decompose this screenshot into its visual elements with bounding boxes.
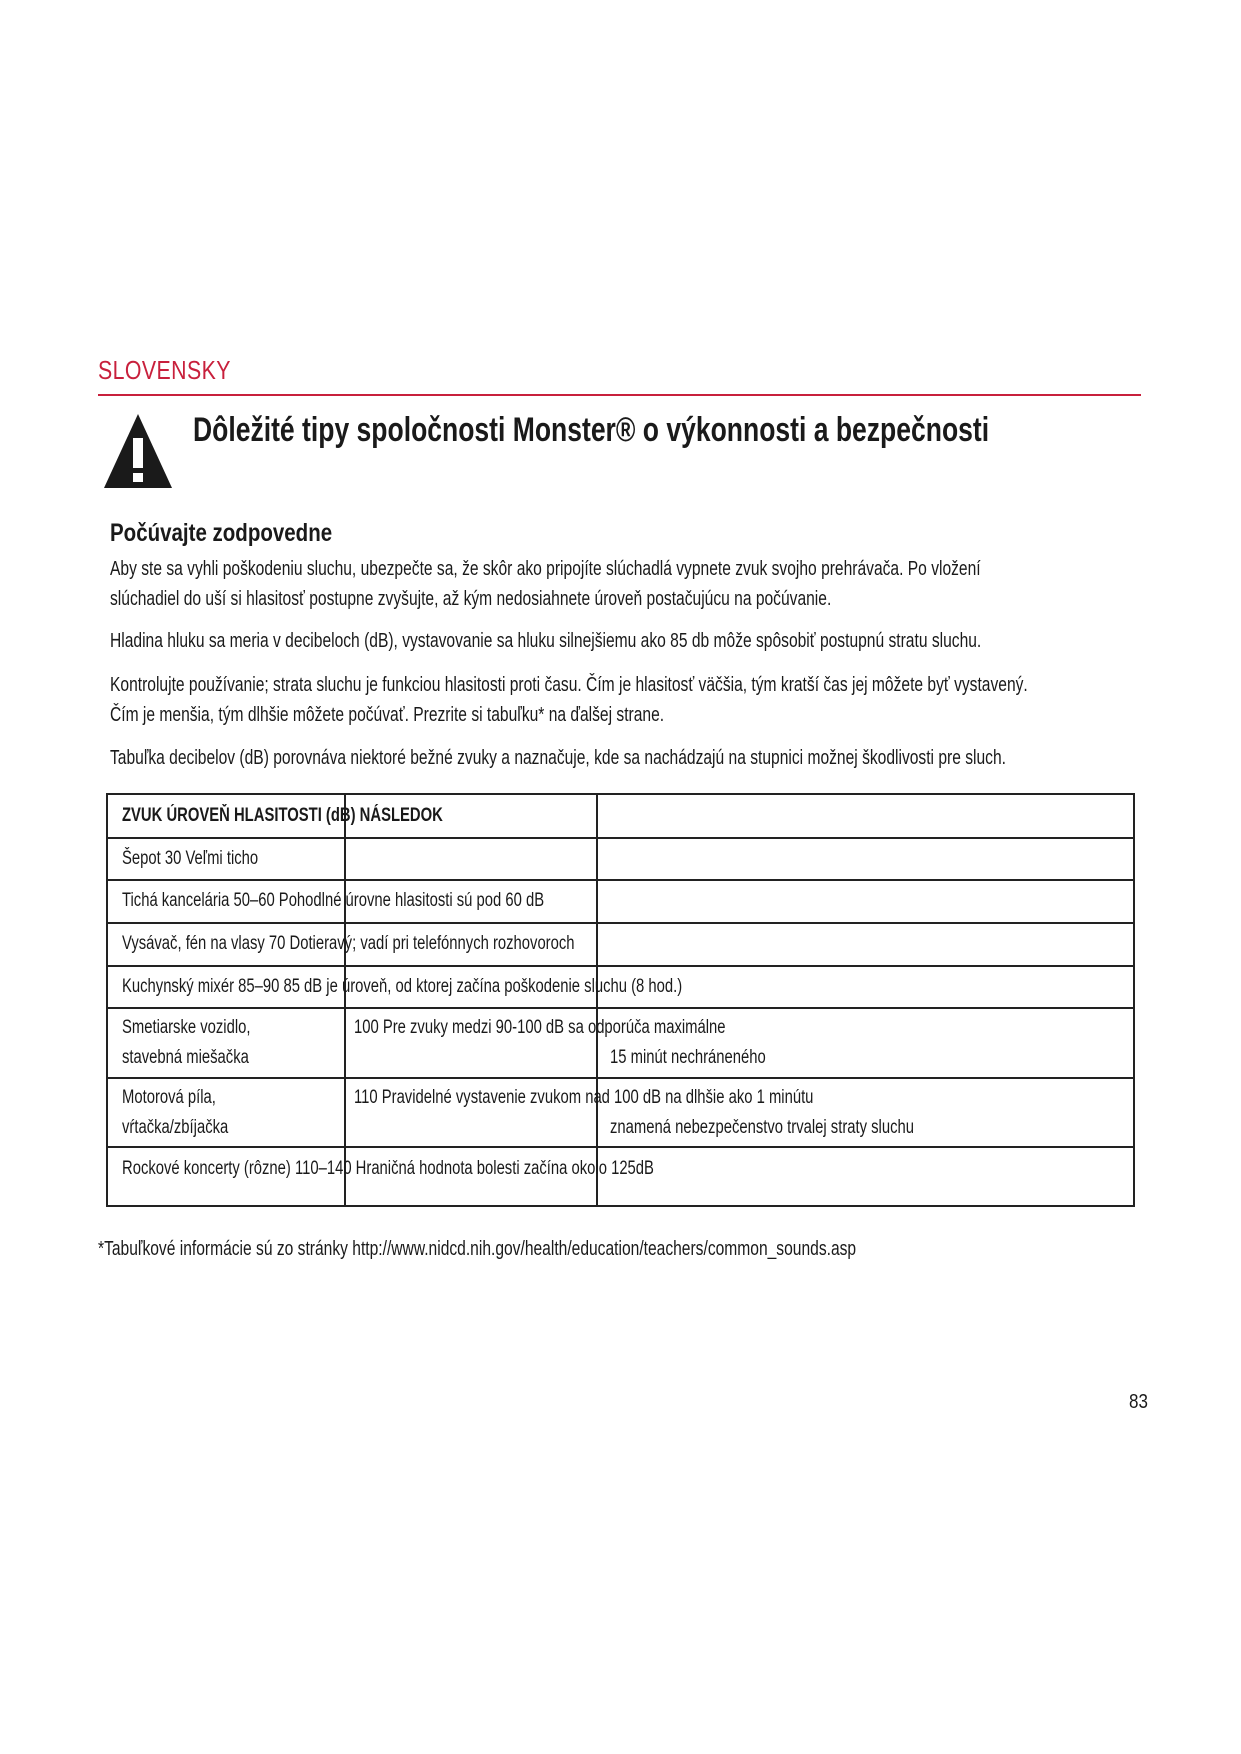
table-cell-sound: vŕtačka/zbíjačka: [122, 1117, 229, 1138]
table-row-divider: [108, 1146, 1133, 1148]
table-row-divider: [108, 1007, 1133, 1009]
paragraph-table-intro: [110, 743, 1006, 773]
paragraph-line: Kontrolujte používanie; strata sluchu je funkciou hlasitosti proti času. Čím je hlasitosť väčšia, tým kratší čas jej môžete byť vystavený.: [110, 674, 1028, 696]
table-cell-level: 100 Pre zvuky medzi 90-100 dB sa odporúča maximálne: [354, 1017, 726, 1038]
table-row-divider: [108, 837, 1133, 839]
paragraph-line: Čím je menšia, tým dlhšie môžete počúvať. Prezrite si tabuľku* na ďalšej strane.: [110, 704, 665, 726]
paragraph-usage: [110, 670, 1028, 730]
paragraph-line: slúchadiel do uší si hlasitosť postupne zvyšujte, až kým nedosiahnete úroveň postačujúcu na počúvanie.: [110, 588, 832, 610]
paragraph-line: Hladina hluku sa meria v decibeloch (dB), vystavovanie sa hluku silnejšiemu ako 85 db môže spôsobiť postupnú stratu sluchu.: [110, 630, 982, 652]
section-heading: Počúvajte zodpovedne: [110, 519, 333, 547]
table-row-divider: [108, 965, 1133, 967]
language-heading: SLOVENSKY: [98, 355, 231, 385]
source-footnote: *Tabuľkové informácie sú zo stránky http://www.nidcd.nih.gov/health/education/teachers/common_sounds.asp: [98, 1238, 857, 1260]
table-cell-sound: Motorová píla,: [122, 1087, 216, 1108]
paragraph-decibels: [110, 626, 981, 656]
table-row: Tichá kancelária 50–60 Pohodlné úrovne hlasitosti sú pod 60 dB: [122, 890, 545, 911]
table-row: Šepot 30 Veľmi ticho: [122, 848, 259, 869]
warning-triangle-icon: [102, 412, 174, 490]
table-header: ZVUK ÚROVEŇ HLASITOSTI (dB) NÁSLEDOK: [122, 805, 443, 826]
table-cell-sound: stavebná miešačka: [122, 1047, 249, 1068]
table-row: Kuchynský mixér 85–90 85 dB je úroveň, od ktorej začína poškodenie sluchu (8 hod.): [122, 976, 683, 997]
table-row-divider: [108, 922, 1133, 924]
table-row: Rockové koncerty (rôzne) 110–140 Hraničná hodnota bolesti začína okolo 125dB: [122, 1158, 654, 1179]
page-title: Dôležité tipy spoločnosti Monster® o výkonnosti a bezpečnosti: [193, 411, 990, 449]
paragraph-line: Aby ste sa vyhli poškodeniu sluchu, ubezpečte sa, že skôr ako pripojíte slúchadlá vypnete zvuk svojho prehrávača. Po vložení: [110, 558, 981, 580]
page-number: 83: [1129, 1391, 1148, 1413]
table-cell-effect: znamená nebezpečenstvo trvalej straty sluchu: [610, 1117, 914, 1138]
table-cell-effect: 15 minút nechráneného: [610, 1047, 766, 1068]
heading-rule: [98, 394, 1141, 396]
table-cell-sound: Smetiarske vozidlo,: [122, 1017, 251, 1038]
table-row: Vysávač, fén na vlasy 70 Dotieravý; vadí pri telefónnych rozhovoroch: [122, 933, 575, 954]
table-cell-level: 110 Pravidelné vystavenie zvukom nad 100 dB na dlhšie ako 1 minútu: [354, 1087, 814, 1108]
paragraph-intro: [110, 554, 981, 614]
table-row-divider: [108, 879, 1133, 881]
table-row-divider: [108, 1077, 1133, 1079]
decibel-table: [106, 793, 1135, 1207]
paragraph-line: Tabuľka decibelov (dB) porovnáva niektoré bežné zvuky a naznačuje, kde sa nachádzajú na stupnici možnej škodlivosti pre sluch.: [110, 747, 1007, 769]
